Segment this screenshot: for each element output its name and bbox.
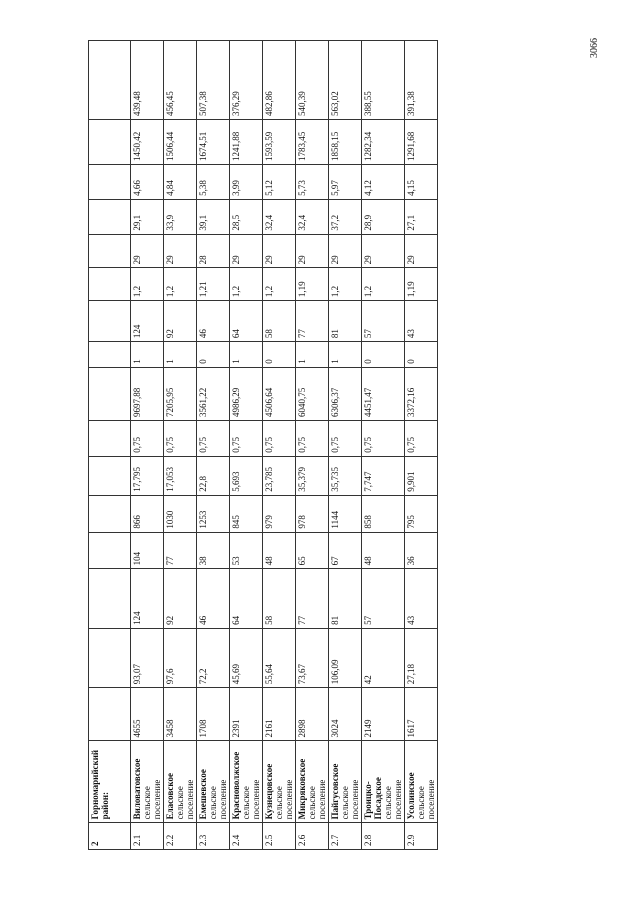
value-cell: 5,693 bbox=[230, 456, 263, 495]
empty-cell bbox=[89, 367, 131, 420]
value-cell: 72,2 bbox=[197, 628, 230, 687]
value-cell: 1593,59 bbox=[263, 119, 296, 164]
rotated-table-container bbox=[88, 40, 436, 850]
value-cell: 1,19 bbox=[296, 268, 329, 301]
empty-cell bbox=[89, 569, 131, 628]
value-cell: 0,75 bbox=[296, 420, 329, 456]
value-cell: 77 bbox=[164, 532, 197, 569]
value-cell: 1783,45 bbox=[296, 119, 329, 164]
row-index-cell: 2.1 bbox=[131, 823, 164, 850]
value-cell: 1282,34 bbox=[362, 119, 405, 164]
value-cell: 29 bbox=[362, 234, 405, 268]
value-cell: 3372,16 bbox=[405, 367, 438, 420]
settlements-table bbox=[88, 40, 438, 850]
value-cell: 23,785 bbox=[263, 456, 296, 495]
value-cell: 35,735 bbox=[329, 456, 362, 495]
value-cell: 53 bbox=[230, 532, 263, 569]
value-cell: 37,2 bbox=[329, 199, 362, 234]
value-cell: 58 bbox=[263, 569, 296, 628]
empty-cell bbox=[89, 495, 131, 532]
value-cell: 28 bbox=[197, 234, 230, 268]
value-cell: 1 bbox=[164, 342, 197, 368]
value-cell: 1 bbox=[230, 342, 263, 368]
value-cell: 4655 bbox=[131, 688, 164, 741]
value-cell: 6040,75 bbox=[296, 367, 329, 420]
table-row bbox=[405, 41, 438, 850]
value-cell: 124 bbox=[131, 301, 164, 342]
settlement-name-cell bbox=[230, 741, 263, 823]
empty-cell bbox=[89, 119, 131, 164]
value-cell: 43 bbox=[405, 569, 438, 628]
value-cell: 1,2 bbox=[362, 268, 405, 301]
value-cell: 6306,37 bbox=[329, 367, 362, 420]
value-cell: 979 bbox=[263, 495, 296, 532]
value-cell: 33,9 bbox=[164, 199, 197, 234]
settlement-name: Пайгусовское bbox=[330, 763, 340, 820]
empty-cell bbox=[89, 301, 131, 342]
value-cell: 1,2 bbox=[164, 268, 197, 301]
settlement-name-cell bbox=[405, 741, 438, 823]
value-cell: 77 bbox=[296, 569, 329, 628]
table-row bbox=[230, 41, 263, 850]
table-body bbox=[89, 41, 438, 850]
value-cell: 3561,22 bbox=[197, 367, 230, 420]
settlement-type: сельское поселение bbox=[208, 779, 228, 820]
settlement-type: сельское поселение bbox=[383, 779, 403, 820]
value-cell: 39,1 bbox=[197, 199, 230, 234]
value-cell: 540,39 bbox=[296, 41, 329, 120]
value-cell: 65 bbox=[296, 532, 329, 569]
value-cell: 29 bbox=[296, 234, 329, 268]
value-cell: 1708 bbox=[197, 688, 230, 741]
value-cell: 3458 bbox=[164, 688, 197, 741]
row-index-cell: 2.4 bbox=[230, 823, 263, 850]
empty-cell bbox=[89, 268, 131, 301]
district-index-cell: 2 bbox=[89, 823, 131, 850]
value-cell: 7,747 bbox=[362, 456, 405, 495]
value-cell: 48 bbox=[362, 532, 405, 569]
value-cell: 97,6 bbox=[164, 628, 197, 687]
empty-cell bbox=[89, 628, 131, 687]
value-cell: 0,75 bbox=[164, 420, 197, 456]
value-cell: 4,84 bbox=[164, 165, 197, 200]
empty-cell bbox=[89, 456, 131, 495]
value-cell: 0,75 bbox=[362, 420, 405, 456]
value-cell: 1,2 bbox=[263, 268, 296, 301]
value-cell: 845 bbox=[230, 495, 263, 532]
value-cell: 27,1 bbox=[405, 199, 438, 234]
settlement-type: сельское поселение bbox=[340, 779, 360, 820]
settlement-type: сельское поселение bbox=[274, 779, 294, 820]
page-number: 3066 bbox=[589, 38, 600, 58]
value-cell: 1,21 bbox=[197, 268, 230, 301]
empty-cell bbox=[89, 420, 131, 456]
value-cell: 978 bbox=[296, 495, 329, 532]
value-cell: 0,75 bbox=[197, 420, 230, 456]
value-cell: 106,09 bbox=[329, 628, 362, 687]
value-cell: 5,97 bbox=[329, 165, 362, 200]
empty-cell bbox=[89, 532, 131, 569]
value-cell: 1450,42 bbox=[131, 119, 164, 164]
value-cell: 64 bbox=[230, 569, 263, 628]
value-cell: 42 bbox=[362, 628, 405, 687]
value-cell: 29 bbox=[230, 234, 263, 268]
settlement-name-cell bbox=[296, 741, 329, 823]
value-cell: 27,18 bbox=[405, 628, 438, 687]
value-cell: 81 bbox=[329, 301, 362, 342]
value-cell: 2149 bbox=[362, 688, 405, 741]
table-row bbox=[296, 41, 329, 850]
empty-cell bbox=[89, 41, 131, 120]
value-cell: 0,75 bbox=[131, 420, 164, 456]
settlement-type: сельское поселение bbox=[416, 779, 436, 820]
value-cell: 5,12 bbox=[263, 165, 296, 200]
value-cell: 46 bbox=[197, 569, 230, 628]
value-cell: 81 bbox=[329, 569, 362, 628]
value-cell: 0 bbox=[405, 342, 438, 368]
settlement-name: Кузнецовское bbox=[264, 763, 274, 820]
value-cell: 9,901 bbox=[405, 456, 438, 495]
value-cell: 77 bbox=[296, 301, 329, 342]
value-cell: 43 bbox=[405, 301, 438, 342]
value-cell: 29 bbox=[263, 234, 296, 268]
table-row bbox=[164, 41, 197, 850]
value-cell: 28,9 bbox=[362, 199, 405, 234]
value-cell: 391,38 bbox=[405, 41, 438, 120]
settlement-name-cell bbox=[329, 741, 362, 823]
value-cell: 439,48 bbox=[131, 41, 164, 120]
value-cell: 1241,88 bbox=[230, 119, 263, 164]
settlement-name: Красноволжское bbox=[231, 751, 241, 820]
value-cell: 67 bbox=[329, 532, 362, 569]
value-cell: 4451,47 bbox=[362, 367, 405, 420]
value-cell: 73,67 bbox=[296, 628, 329, 687]
value-cell: 29 bbox=[131, 234, 164, 268]
value-cell: 0 bbox=[362, 342, 405, 368]
value-cell: 29,1 bbox=[131, 199, 164, 234]
row-index-cell: 2.7 bbox=[329, 823, 362, 850]
value-cell: 2161 bbox=[263, 688, 296, 741]
value-cell: 0 bbox=[263, 342, 296, 368]
value-cell: 0,75 bbox=[329, 420, 362, 456]
settlement-name-cell bbox=[197, 741, 230, 823]
empty-cell bbox=[89, 342, 131, 368]
value-cell: 1858,15 bbox=[329, 119, 362, 164]
value-cell: 0 bbox=[197, 342, 230, 368]
settlement-name: Микряковское bbox=[297, 758, 307, 820]
value-cell: 456,45 bbox=[164, 41, 197, 120]
value-cell: 1,2 bbox=[329, 268, 362, 301]
value-cell: 17,795 bbox=[131, 456, 164, 495]
value-cell: 32,4 bbox=[263, 199, 296, 234]
settlement-name-cell bbox=[263, 741, 296, 823]
value-cell: 1 bbox=[329, 342, 362, 368]
value-cell: 388,55 bbox=[362, 41, 405, 120]
empty-cell bbox=[89, 234, 131, 268]
value-cell: 124 bbox=[131, 569, 164, 628]
value-cell: 29 bbox=[329, 234, 362, 268]
value-cell: 36 bbox=[405, 532, 438, 569]
value-cell: 2391 bbox=[230, 688, 263, 741]
value-cell: 0,75 bbox=[230, 420, 263, 456]
value-cell: 17,053 bbox=[164, 456, 197, 495]
value-cell: 0,75 bbox=[263, 420, 296, 456]
value-cell: 1,2 bbox=[131, 268, 164, 301]
value-cell: 92 bbox=[164, 569, 197, 628]
value-cell: 92 bbox=[164, 301, 197, 342]
value-cell: 5,73 bbox=[296, 165, 329, 200]
value-cell: 1,19 bbox=[405, 268, 438, 301]
settlement-name-cell bbox=[362, 741, 405, 823]
district-title-cell: Горномарийский район: bbox=[89, 741, 131, 823]
value-cell: 64 bbox=[230, 301, 263, 342]
value-cell: 7205,95 bbox=[164, 367, 197, 420]
value-cell: 58 bbox=[263, 301, 296, 342]
settlement-type: сельское поселение bbox=[142, 779, 162, 820]
value-cell: 22,8 bbox=[197, 456, 230, 495]
value-cell: 1674,51 bbox=[197, 119, 230, 164]
value-cell: 1,2 bbox=[230, 268, 263, 301]
empty-cell bbox=[89, 688, 131, 741]
value-cell: 29 bbox=[164, 234, 197, 268]
value-cell: 38 bbox=[197, 532, 230, 569]
value-cell: 858 bbox=[362, 495, 405, 532]
value-cell: 28,5 bbox=[230, 199, 263, 234]
district-header-row bbox=[89, 41, 131, 850]
value-cell: 32,4 bbox=[296, 199, 329, 234]
value-cell: 1 bbox=[296, 342, 329, 368]
table-row bbox=[131, 41, 164, 850]
row-index-cell: 2.8 bbox=[362, 823, 405, 850]
table-row bbox=[329, 41, 362, 850]
value-cell: 4,66 bbox=[131, 165, 164, 200]
value-cell: 795 bbox=[405, 495, 438, 532]
settlement-type: сельское поселение bbox=[241, 779, 261, 820]
table-row bbox=[197, 41, 230, 850]
row-index-cell: 2.2 bbox=[164, 823, 197, 850]
value-cell: 2898 bbox=[296, 688, 329, 741]
value-cell: 57 bbox=[362, 569, 405, 628]
value-cell: 93,07 bbox=[131, 628, 164, 687]
value-cell: 507,38 bbox=[197, 41, 230, 120]
value-cell: 1617 bbox=[405, 688, 438, 741]
value-cell: 9697,88 bbox=[131, 367, 164, 420]
value-cell: 563,02 bbox=[329, 41, 362, 120]
settlement-type: сельское поселение bbox=[307, 779, 327, 820]
row-index-cell: 2.3 bbox=[197, 823, 230, 850]
settlement-name-cell bbox=[131, 741, 164, 823]
value-cell: 866 bbox=[131, 495, 164, 532]
value-cell: 1144 bbox=[329, 495, 362, 532]
settlement-name: Еласовское bbox=[165, 773, 175, 820]
settlement-type: сельское поселение bbox=[175, 779, 195, 820]
value-cell: 1030 bbox=[164, 495, 197, 532]
value-cell: 4,12 bbox=[362, 165, 405, 200]
value-cell: 48 bbox=[263, 532, 296, 569]
value-cell: 1 bbox=[131, 342, 164, 368]
value-cell: 35,379 bbox=[296, 456, 329, 495]
settlement-name: Виловатовское bbox=[132, 758, 142, 820]
value-cell: 45,69 bbox=[230, 628, 263, 687]
value-cell: 376,29 bbox=[230, 41, 263, 120]
empty-cell bbox=[89, 165, 131, 200]
value-cell: 104 bbox=[131, 532, 164, 569]
value-cell: 5,38 bbox=[197, 165, 230, 200]
value-cell: 55,64 bbox=[263, 628, 296, 687]
value-cell: 3,99 bbox=[230, 165, 263, 200]
row-index-cell: 2.6 bbox=[296, 823, 329, 850]
row-index-cell: 2.9 bbox=[405, 823, 438, 850]
value-cell: 0,75 bbox=[405, 420, 438, 456]
row-index-cell: 2.5 bbox=[263, 823, 296, 850]
value-cell: 1506,44 bbox=[164, 119, 197, 164]
settlement-name: Троицко-Посадское bbox=[363, 777, 383, 820]
value-cell: 46 bbox=[197, 301, 230, 342]
value-cell: 3024 bbox=[329, 688, 362, 741]
value-cell: 4506,64 bbox=[263, 367, 296, 420]
settlement-name-cell bbox=[164, 741, 197, 823]
table-row bbox=[263, 41, 296, 850]
value-cell: 29 bbox=[405, 234, 438, 268]
value-cell: 1291,68 bbox=[405, 119, 438, 164]
empty-cell bbox=[89, 199, 131, 234]
value-cell: 4986,29 bbox=[230, 367, 263, 420]
table-row bbox=[362, 41, 405, 850]
settlement-name: Усолинское bbox=[406, 772, 416, 820]
value-cell: 4,15 bbox=[405, 165, 438, 200]
settlement-name: Емешевское bbox=[198, 769, 208, 820]
value-cell: 1253 bbox=[197, 495, 230, 532]
value-cell: 482,86 bbox=[263, 41, 296, 120]
value-cell: 57 bbox=[362, 301, 405, 342]
